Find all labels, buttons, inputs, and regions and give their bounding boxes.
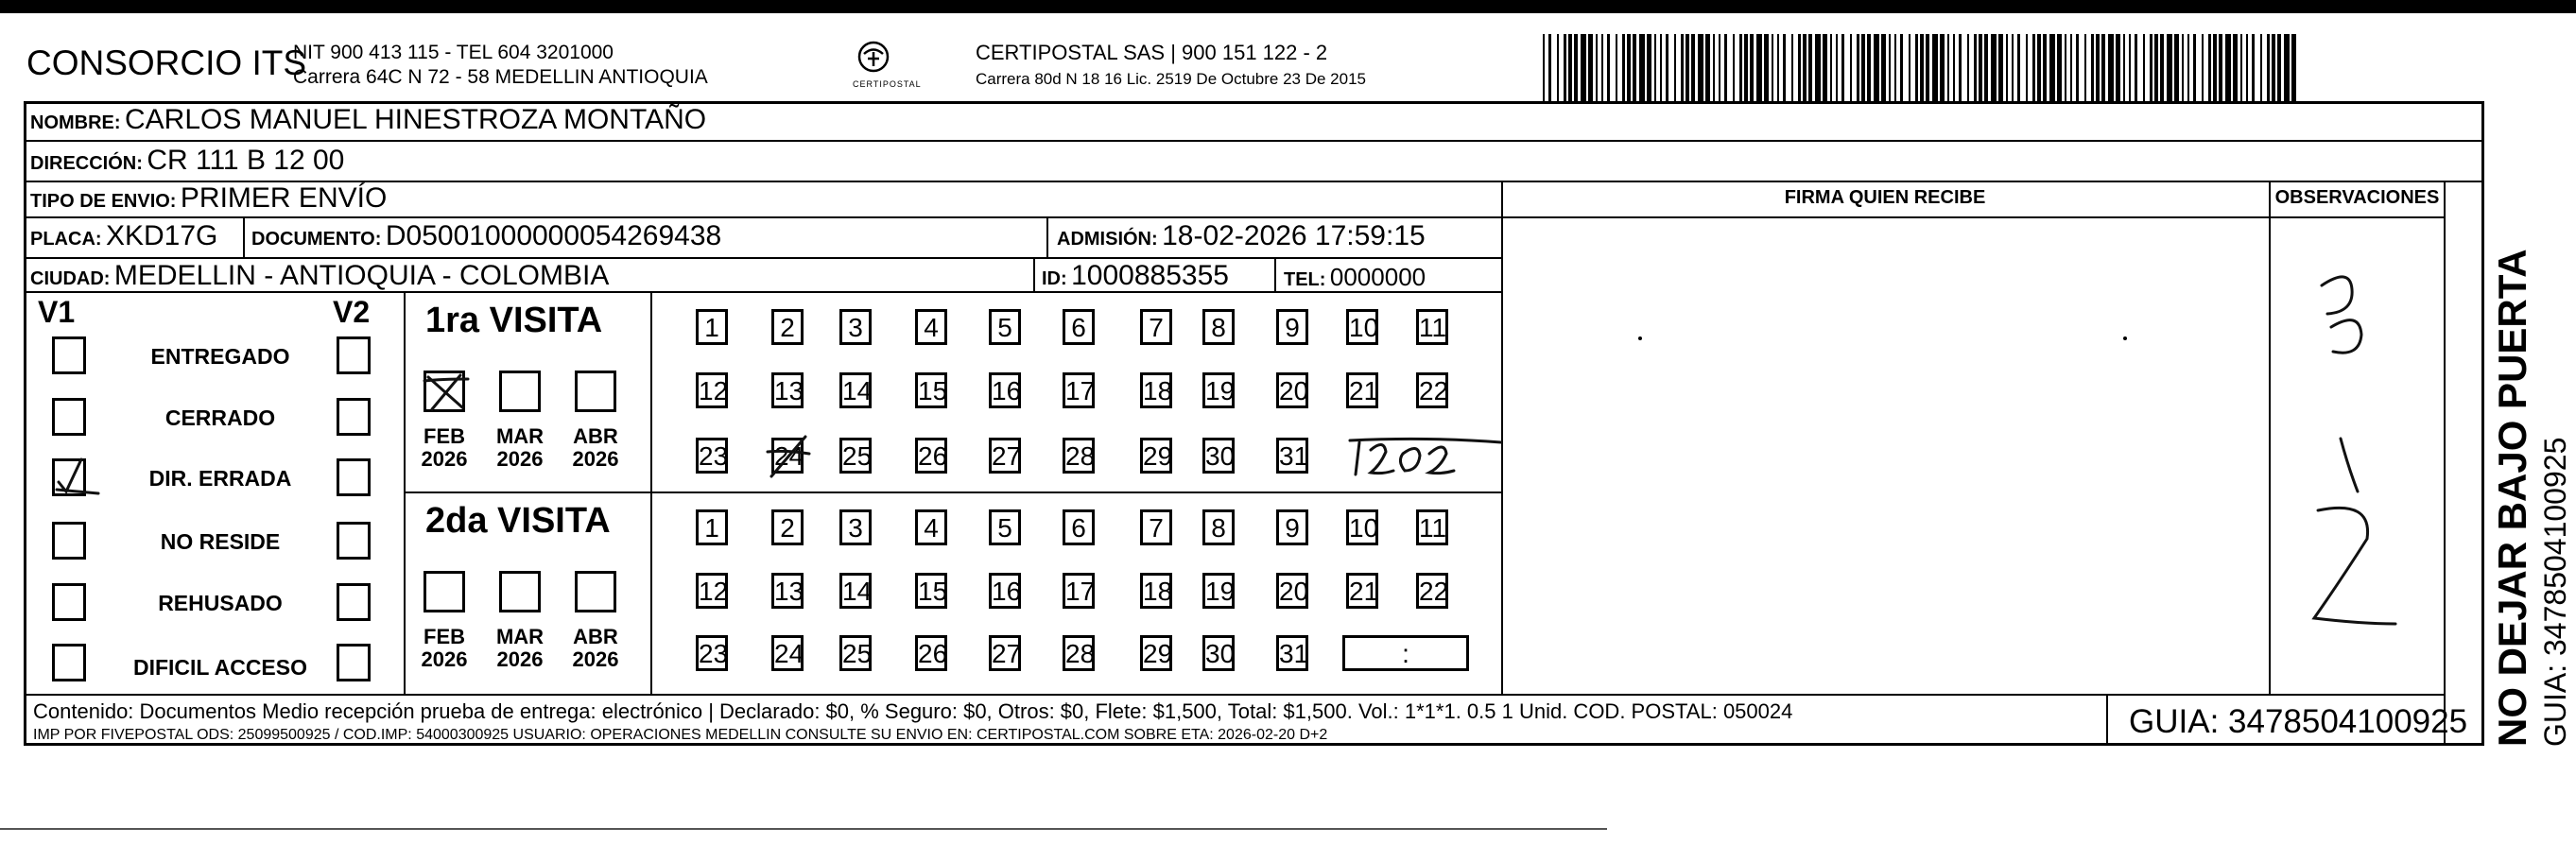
second-visit-day-18-box[interactable]: 18 [1140,573,1172,609]
barcode-bar [1698,34,1703,102]
barcode-bar [2225,34,2231,102]
barcode-bar [1616,34,1617,102]
logo-caption: CERTIPOSTAL [853,79,922,89]
tipo-value: PRIMER ENVÍO [180,182,388,214]
barcode-bar [2135,34,2137,102]
second-visit-time-box[interactable]: : [1342,635,1469,671]
status-label: NO RESIDE [160,529,281,554]
barcode-bar [1959,34,1962,102]
barcode-bar [1654,34,1656,102]
barcode-bar [1601,34,1603,102]
bottom-rule [0,828,1607,830]
direccion-label: DIRECCIÓN: [30,153,143,174]
barcode-bar [1815,34,1821,102]
barcode-bar [2182,34,2184,102]
col-line [2269,181,2271,694]
first-visit-day-28-box[interactable]: 28 [1063,438,1095,474]
barcode-bar [1998,34,2003,102]
top-border [0,0,2576,13]
barcode-bar [1798,34,1801,102]
barcode-bar [2267,34,2270,102]
barcode-bar [1568,34,1572,102]
barcode-bar [1548,34,1551,102]
barcode-bar [1660,34,1662,102]
second-visit-day-20-box[interactable]: 20 [1276,573,1308,609]
barcode-bar [1681,34,1684,102]
barcode-bar [2032,34,2035,102]
documento-label: DOCUMENTO: [251,229,382,250]
barcode-bar [1830,34,1832,102]
col-line [243,216,245,257]
first-visit-day-8-box[interactable]: 8 [1202,309,1235,345]
barcode-bar [1750,34,1754,102]
second-visit-day-19-box[interactable]: 19 [1202,573,1235,609]
second-visit-day-7-box[interactable]: 7 [1140,509,1172,545]
ciudad-field [30,260,609,292]
visit-divider [404,491,1501,493]
first-visit-day-17-box[interactable]: 17 [1063,372,1095,408]
placa-value: XKD17G [106,220,218,251]
barcode-bar [1915,34,1918,102]
first-visit-day-10-box[interactable]: 10 [1346,309,1378,345]
barcode-bar [1841,34,1844,102]
nombre-row [30,104,706,136]
barcode-bar [1867,34,1871,102]
second-visit-day-28-box[interactable]: 28 [1063,635,1095,671]
first-visit-day-16-box[interactable]: 16 [989,372,1021,408]
first-visit-day-3-box[interactable]: 3 [839,309,872,345]
signature-dot [1638,336,1642,340]
barcode-bar [2284,34,2290,102]
second-visit-day-5-box[interactable]: 5 [989,509,1021,545]
second-visit-day-22-box[interactable]: 22 [1416,573,1448,609]
barcode-bar [1783,34,1786,102]
v1-checkbox[interactable] [52,398,86,436]
v2-checkbox[interactable] [337,336,371,374]
handwriting-drawing [2273,219,2443,692]
barcode-bar [2012,34,2014,102]
second-visit-day-14-box[interactable]: 14 [839,573,872,609]
v2-checkbox[interactable] [337,644,371,681]
barcode-bar [1557,34,1559,102]
second-visit-day-15-box[interactable]: 15 [915,573,947,609]
barcode-bar [2065,34,2066,102]
admision-value: 18-02-2026 17:59:15 [1162,220,1426,251]
barcode-bar [2202,34,2204,102]
second-visit-day-21-box[interactable]: 21 [1346,573,1378,609]
barcode-bar [1705,34,1710,102]
barcode-bar [1889,34,1891,102]
barcode-bar [1772,34,1773,102]
tipo-label: TIPO DE ENVIO: [30,191,177,212]
barcode-bar [2174,34,2179,102]
second-visit-day-8-box[interactable]: 8 [1202,509,1235,545]
v1-checkbox-checked[interactable] [52,458,86,496]
second-visit-day-1-box[interactable]: 1 [696,509,728,545]
direccion-value: CR 111 B 12 00 [147,145,345,176]
col-line [2444,181,2446,746]
barcode-bar [1803,34,1807,102]
month-feb-checkbox[interactable] [424,571,465,612]
barcode-bar [2026,34,2028,102]
barcode-bar [1639,34,1645,102]
barcode-bar [2291,34,2296,102]
barcode-bar [1724,34,1727,102]
first-visit-day-23-box[interactable]: 23 [696,438,728,474]
month-abr-checkbox[interactable] [575,571,616,612]
second-visit-day-4-box[interactable]: 4 [915,509,947,545]
barcode-bar [1791,34,1793,102]
check-mark-icon [49,454,106,497]
second-visit-day-26-box[interactable]: 26 [915,635,947,671]
barcode-bar [1953,34,1955,102]
row-line [24,216,2444,218]
barcode-bar [1967,34,1969,102]
second-visit-day-25-box[interactable]: 25 [839,635,872,671]
second-visit-day-30-box[interactable]: 30 [1202,635,1235,671]
company-address: Carrera 64C N 72 - 58 MEDELLIN ANTIOQUIA [293,66,708,88]
barcode-bar [2272,34,2275,102]
status-label: DIFICIL ACCESO [132,655,307,680]
row-line [24,257,1501,259]
warning-vertical: NO DEJAR BAJO PUERTA [2490,249,2534,747]
footer-content: Contenido: Documentos Medio recepción prueba de entrega: electrónico | Declarado: $0, % Seguro: $0, Otros: $0, Flete: $1,500, Total: $1,500. Vol.: 1*1*1. 0.5 1 Unid. COD. POSTAL: 050024 [33,699,1793,723]
barcode-bar [2037,34,2041,102]
documento-value: D05001000000054269438 [385,220,722,251]
first-visit-day-6-box[interactable]: 6 [1063,309,1095,345]
v1-checkbox[interactable] [52,522,86,560]
first-visit-day-13-box[interactable]: 13 [771,372,804,408]
time-handwriting-drawing [1342,433,1513,490]
month-mar-checkbox[interactable] [499,371,541,412]
col-line [2106,694,2108,746]
barcode-bar [1713,34,1715,102]
col-line [404,291,406,694]
barcode-bar [1947,34,1949,102]
first-visit-day-21-box[interactable]: 21 [1346,372,1378,408]
placa-label: PLACA: [30,229,102,250]
first-visit-day-24-box[interactable]: 24 [771,438,804,474]
barcode-bar [2123,34,2125,102]
barcode-bar [2160,34,2164,102]
second-visit-title: 2da VISITA [425,501,611,541]
barcode-bar [2187,34,2189,102]
first-visit-day-20-box[interactable]: 20 [1276,372,1308,408]
month-mar-label: MAR 2026 [495,625,545,671]
barcode-bar [2084,34,2086,102]
handwritten-time [1342,433,1513,490]
status-label: REHUSADO [158,591,283,615]
barcode-bar [1719,34,1720,102]
first-visit-day-29-box[interactable]: 29 [1140,438,1172,474]
barcode-bar [1857,34,1859,102]
ciudad-value: MEDELLIN - ANTIOQUIA - COLOMBIA [113,260,610,291]
status-label: ENTREGADO [150,344,290,369]
barcode [1543,34,2299,102]
barcode-bar [1850,34,1852,102]
signature-dot [2123,336,2127,340]
barcode-bar [1940,34,1945,102]
first-visit-day-31-box[interactable]: 31 [1276,438,1308,474]
barcode-bar [1622,34,1625,102]
barcode-bar [1900,34,1903,102]
v1-checkbox[interactable] [52,336,86,374]
month-feb-label: FEB 2026 [421,625,468,671]
barcode-bar [2193,34,2196,102]
first-visit-title: 1ra VISITA [425,301,603,340]
month-feb-label: FEB 2026 [421,424,468,471]
barcode-bar [1574,34,1578,102]
observaciones-label: OBSERVACIONES [2274,187,2440,208]
v2-checkbox[interactable] [337,522,371,560]
barcode-bar [2154,34,2158,102]
barcode-bar [2219,34,2222,102]
first-visit-day-4-box[interactable]: 4 [915,309,947,345]
second-visit-day-12-box[interactable]: 12 [696,573,728,609]
id-field [1042,260,1229,292]
carrier-address: Carrera 80d N 18 16 Lic. 2519 De Octubre 23 De 2015 [976,70,1366,88]
barcode-bar [2101,34,2105,102]
v2-checkbox[interactable] [337,458,371,496]
row-line [24,181,2484,182]
barcode-bar [1744,34,1748,102]
first-visit-day-12-box[interactable]: 12 [696,372,728,408]
barcode-bar [1756,34,1762,102]
certipostal-logo-icon [853,38,894,79]
first-visit-day-25-box[interactable]: 25 [839,438,872,474]
first-visit-day-9-box[interactable]: 9 [1276,309,1308,345]
v2-checkbox[interactable] [337,583,371,621]
carrier-name: CERTIPOSTAL SAS | 900 151 122 - 2 [976,41,1328,64]
barcode-bar [1686,34,1689,102]
barcode-bar [2049,34,2055,102]
guia-number: GUIA: 3478504100925 [2129,703,2468,740]
barcode-bar [2150,34,2152,102]
barcode-bar [2070,34,2072,102]
tel-label: TEL: [1284,269,1326,290]
footer-line [24,694,2444,696]
barcode-bar [1691,34,1695,102]
ciudad-label: CIUDAD: [30,268,111,289]
month-abr-label: ABR 2026 [572,625,619,671]
barcode-bar [1588,34,1593,102]
barcode-bar [1874,34,1879,102]
second-visit-day-10-box[interactable]: 10 [1346,509,1378,545]
barcode-bar [2043,34,2047,102]
barcode-bar [2006,34,2008,102]
month-abr-checkbox[interactable] [575,371,616,412]
barcode-bar [1674,34,1676,102]
first-visit-day-14-box[interactable]: 14 [839,372,872,408]
first-visit-day-11-box[interactable]: 11 [1416,309,1448,345]
first-visit-day-22-box[interactable]: 22 [1416,372,1448,408]
second-visit-day-23-box[interactable]: 23 [696,635,728,671]
first-visit-day-15-box[interactable]: 15 [915,372,947,408]
tel-value: 0000000 [1329,263,1426,291]
barcode-bar [1764,34,1769,102]
first-visit-day-18-box[interactable]: 18 [1140,372,1172,408]
barcode-bar [1932,34,1938,102]
barcode-bar [1984,34,1988,102]
barcode-bar [2108,34,2114,102]
barcode-bar [2017,34,2020,102]
barcode-bar [1894,34,1896,102]
second-visit-day-11-box[interactable]: 11 [1416,509,1448,545]
barcode-bar [2129,34,2131,102]
v2-checkbox[interactable] [337,398,371,436]
barcode-bar [1733,34,1735,102]
month-feb-checkbox-checked[interactable] [424,371,465,412]
barcode-bar [2208,34,2211,102]
second-visit-day-24-box[interactable]: 24 [771,635,804,671]
first-visit-day-2-box[interactable]: 2 [771,309,804,345]
month-abr-label: ABR 2026 [572,424,619,471]
barcode-bar [1974,34,1977,102]
admision-field [1057,220,1426,252]
tel-field [1284,263,1426,292]
barcode-bar [1607,34,1610,102]
firma-label: FIRMA QUIEN RECIBE [1784,187,1986,208]
placa-field [30,220,217,252]
first-visit-day-7-box[interactable]: 7 [1140,309,1172,345]
tipo-row [30,182,387,215]
col-line [1046,216,1048,257]
barcode-bar [1979,34,1982,102]
barcode-bar [2116,34,2120,102]
barcode-bar [1909,34,1910,102]
barcode-bar [1920,34,1924,102]
barcode-bar [1647,34,1651,102]
second-visit-day-2-box[interactable]: 2 [771,509,804,545]
v1-checkbox[interactable] [52,583,86,621]
cross-mark-icon [423,370,470,415]
nombre-label: NOMBRE: [30,112,121,133]
barcode-bar [1926,34,1929,102]
barcode-bar [1823,34,1827,102]
second-visit-day-17-box[interactable]: 17 [1063,573,1095,609]
col-line [1033,257,1035,291]
barcode-bar [1627,34,1631,102]
company-nit: NIT 900 413 115 - TEL 604 3201000 [293,42,614,63]
barcode-bar [2277,34,2281,102]
barcode-bar [2096,34,2100,102]
barcode-bar [1581,34,1586,102]
barcode-bar [1596,34,1598,102]
status-label: CERRADO [164,405,276,430]
status-label: DIR. ERRADA [148,466,292,491]
v1-checkbox[interactable] [52,644,86,681]
second-visit-day-29-box[interactable]: 29 [1140,635,1172,671]
second-visit-day-6-box[interactable]: 6 [1063,509,1095,545]
month-mar-label: MAR 2026 [495,424,545,471]
day-24-cross-icon [766,433,813,484]
first-visit-day-27-box[interactable]: 27 [989,438,1021,474]
admision-label: ADMISIÓN: [1057,229,1158,250]
second-visit-day-27-box[interactable]: 27 [989,635,1021,671]
barcode-bar [1777,34,1779,102]
id-label: ID: [1042,268,1067,289]
barcode-bar [1836,34,1838,102]
barcode-bar [1633,34,1636,102]
barcode-bar [1543,34,1545,102]
barcode-bar [1564,34,1566,102]
barcode-bar [2091,34,2094,102]
second-visit-day-3-box[interactable]: 3 [839,509,872,545]
first-visit-day-5-box[interactable]: 5 [989,309,1021,345]
first-visit-day-1-box[interactable]: 1 [696,309,728,345]
barcode-bar [1991,34,1997,102]
id-value: 1000885355 [1071,260,1229,291]
footer-print-info: IMP POR FIVEPOSTAL ODS: 25099500925 / COD.IMP: 54000300925 USUARIO: OPERACIONES MEDELLIN CONSULTE SU ENVIO EN: CERTIPOSTAL.COM SOBRE ETA: 2026-02-20 D+2 [33,727,1328,743]
barcode-bar [1808,34,1812,102]
barcode-bar [2246,34,2248,102]
row-line [24,140,2484,142]
guia-vertical: GUIA: 3478504100925 [2538,437,2572,747]
barcode-bar [1861,34,1865,102]
v1-label: V1 [38,295,76,329]
direccion-row [30,145,344,177]
first-visit-day-26-box[interactable]: 26 [915,438,947,474]
second-visit-day-9-box[interactable]: 9 [1276,509,1308,545]
barcode-bar [2167,34,2172,102]
barcode-bar [2143,34,2145,102]
barcode-bar [1739,34,1742,102]
col-line [1274,257,1276,291]
second-visit-day-13-box[interactable]: 13 [771,573,804,609]
first-visit-day-19-box[interactable]: 19 [1202,372,1235,408]
barcode-bar [2233,34,2238,102]
barcode-bar [1881,34,1886,102]
observation-handwriting [2273,219,2443,692]
barcode-bar [2252,34,2255,102]
v2-label: V2 [333,295,371,329]
barcode-bar [1666,34,1668,102]
barcode-bar [2260,34,2262,102]
barcode-bar [2240,34,2242,102]
second-visit-day-31-box[interactable]: 31 [1276,635,1308,671]
barcode-bar [2213,34,2217,102]
barcode-bar [2076,34,2079,102]
first-visit-day-30-box[interactable]: 30 [1202,438,1235,474]
company-name: CONSORCIO ITS [26,43,307,82]
documento-field [251,220,721,252]
barcode-bar [2057,34,2062,102]
second-visit-day-16-box[interactable]: 16 [989,573,1021,609]
col-line [650,291,652,694]
nombre-value: CARLOS MANUEL HINESTROZA MONTAÑO [125,104,707,135]
month-mar-checkbox[interactable] [499,571,541,612]
